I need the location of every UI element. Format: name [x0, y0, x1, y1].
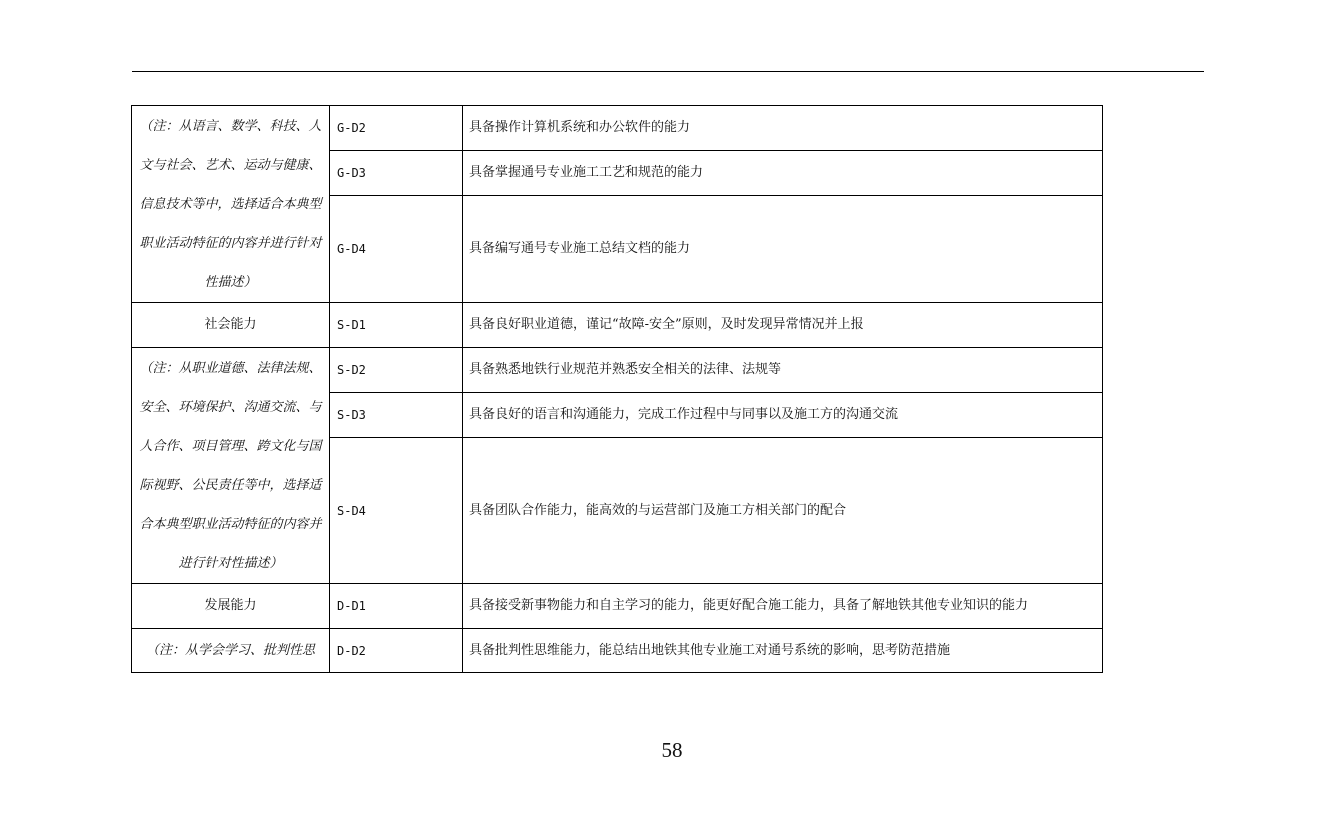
- description-cell: 具备批判性思维能力，能总结出地铁其他专业施工对通号系统的影响，思考防范措施: [463, 629, 1103, 673]
- description-cell: 具备良好职业道德，谨记“故障-安全”原则，及时发现异常情况并上报: [463, 303, 1103, 348]
- description-cell: 具备编写通号专业施工总结文档的能力: [463, 196, 1103, 303]
- description-cell: 具备熟悉地铁行业规范并熟悉安全相关的法律、法规等: [463, 348, 1103, 393]
- description-cell: 具备操作计算机系统和办公软件的能力: [463, 106, 1103, 151]
- code-cell: G-D4: [330, 196, 463, 303]
- description-cell: 具备掌握通号专业施工工艺和规范的能力: [463, 151, 1103, 196]
- development-ability-note: （注：从学会学习、批判性思: [145, 642, 315, 658]
- table-row: [132, 584, 1103, 629]
- code-cell: G-D3: [330, 151, 463, 196]
- table-row: [132, 106, 1103, 151]
- table-row: [132, 629, 1103, 673]
- header-rule: [132, 71, 1204, 72]
- general-ability-note-cell: [132, 106, 330, 303]
- development-ability-heading: 发展能力: [132, 584, 330, 629]
- code-cell: S-D3: [330, 393, 463, 438]
- code-cell: S-D1: [330, 303, 463, 348]
- code-cell: D-D2: [330, 629, 463, 673]
- code-cell: S-D2: [330, 348, 463, 393]
- general-ability-note: （注：从语言、数学、科技、人文与社会、艺术、运动与健康、信息技术等中，选择适合本典型职业活动特征的内容并进行针对性描述）: [139, 118, 322, 290]
- description-cell: 具备接受新事物能力和自主学习的能力，能更好配合施工能力，具备了解地铁其他专业知识的能力: [463, 584, 1103, 629]
- description-cell: 具备团队合作能力，能高效的与运营部门及施工方相关部门的配合: [463, 438, 1103, 584]
- table-row: [132, 348, 1103, 393]
- table-row: [132, 303, 1103, 348]
- competency-table-wrapper: [131, 105, 1103, 673]
- social-ability-note-cell: [132, 348, 330, 584]
- social-ability-note: （注：从职业道德、法律法规、安全、环境保护、沟通交流、与人合作、项目管理、跨文化与国际视野、公民责任等中，选择适合本典型职业活动特征的内容并进行针对性描述）: [139, 360, 322, 571]
- development-ability-note-cell: [132, 629, 330, 673]
- competency-table: [131, 105, 1103, 673]
- description-cell: 具备良好的语言和沟通能力，完成工作过程中与同事以及施工方的沟通交流: [463, 393, 1103, 438]
- code-cell: G-D2: [330, 106, 463, 151]
- page-number: 58: [661, 738, 683, 762]
- code-cell: S-D4: [330, 438, 463, 584]
- code-cell: D-D1: [330, 584, 463, 629]
- social-ability-heading: 社会能力: [132, 303, 330, 348]
